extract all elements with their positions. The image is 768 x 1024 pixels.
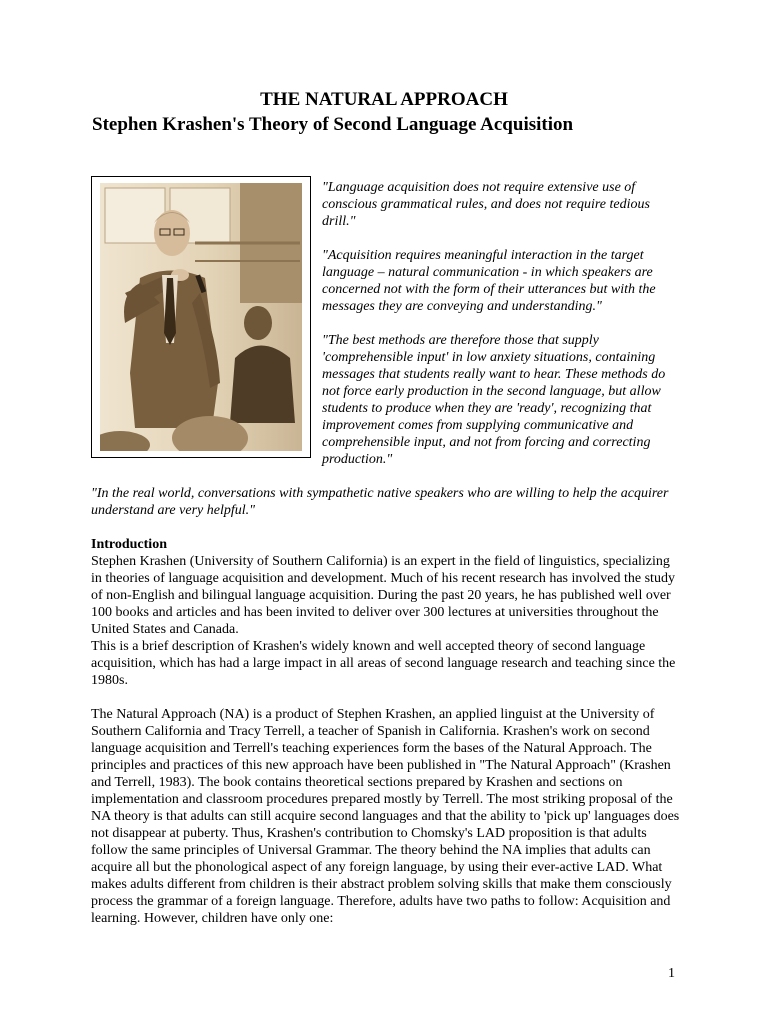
body-text	[91, 179, 681, 944]
intro-paragraph-3: The Natural Approach (NA) is a product of Stephen Krashen, an applied linguist at the University of Southern California and Tracy Terrell, a teacher of Spanish in California. Krashen's work on second language acquisition and Terrell's teaching experiences form the bases of the Natural Approach. The principles and practices of this new approach have been published in "The Natural Approach" (Krashen and Terrell, 1983). The book contains theoretical sections prepared by Krashen and sections on implementation and classroom procedures prepared mostly by Terrell. The most striking proposal of the NA theory is that adults can still acquire second languages and that the ability to 'pick up' languages does not disappear at puberty. Thus, Krashen's contribution to Chomsky's LAD proposition is that adults follow the same principles of Universal Grammar. The theory behind the NA implies that adults can acquire all but the phonological aspect of any foreign language, by using their ever-active LAD. What makes adults different from children is their abstract problem solving skills that make them consciously process the grammar of a foreign language. Therefore, adults have two paths to follow: Acquisition and learning. However, children have only one:	[91, 707, 680, 926]
quote-2: "Acquisition requires meaningful interaction in the target language – natural communication - in which speakers are concerned not with the form of their utterances but with the messages they are conveying and understanding."	[322, 248, 656, 314]
document-subtitle: Stephen Krashen's Theory of Second Language Acquisition	[92, 114, 574, 135]
page-number: 1	[668, 966, 675, 981]
introduction-heading: Introduction	[91, 537, 167, 552]
photo-wrap-space	[91, 176, 322, 456]
quote-4: "In the real world, conversations with sympathetic native speakers who are willing to help the acquirer understand are very helpful."	[91, 486, 669, 518]
intro-paragraph-2: This is a brief description of Krashen's widely known and well accepted theory of second language acquisition, which has had a large impact in all areas of second language research and teaching since the 1980s.	[91, 639, 676, 688]
quote-3: "The best methods are therefore those that supply 'comprehensible input' in low anxiety situations, containing messages that students really want to hear. These methods do not force early production in the second language, but allow students to produce when they are 'ready', recognizing that improvement comes from supplying communicative and comprehensible input, and not from forcing and correcting production."	[322, 333, 666, 467]
quote-1: "Language acquisition does not require extensive use of conscious grammatical rules, and does not require tedious drill."	[322, 180, 650, 229]
intro-paragraph-1: Stephen Krashen (University of Southern California) is an expert in the field of linguistics, specializing in theories of language acquisition and development. Much of his recent research has involved the study of non-English and bilingual language acquisition. During the past 20 years, he has published well over 100 books and articles and has been invited to deliver over 300 lectures at universities throughout the United States and Canada.	[91, 554, 675, 637]
document-title: THE NATURAL APPROACH	[260, 89, 508, 110]
